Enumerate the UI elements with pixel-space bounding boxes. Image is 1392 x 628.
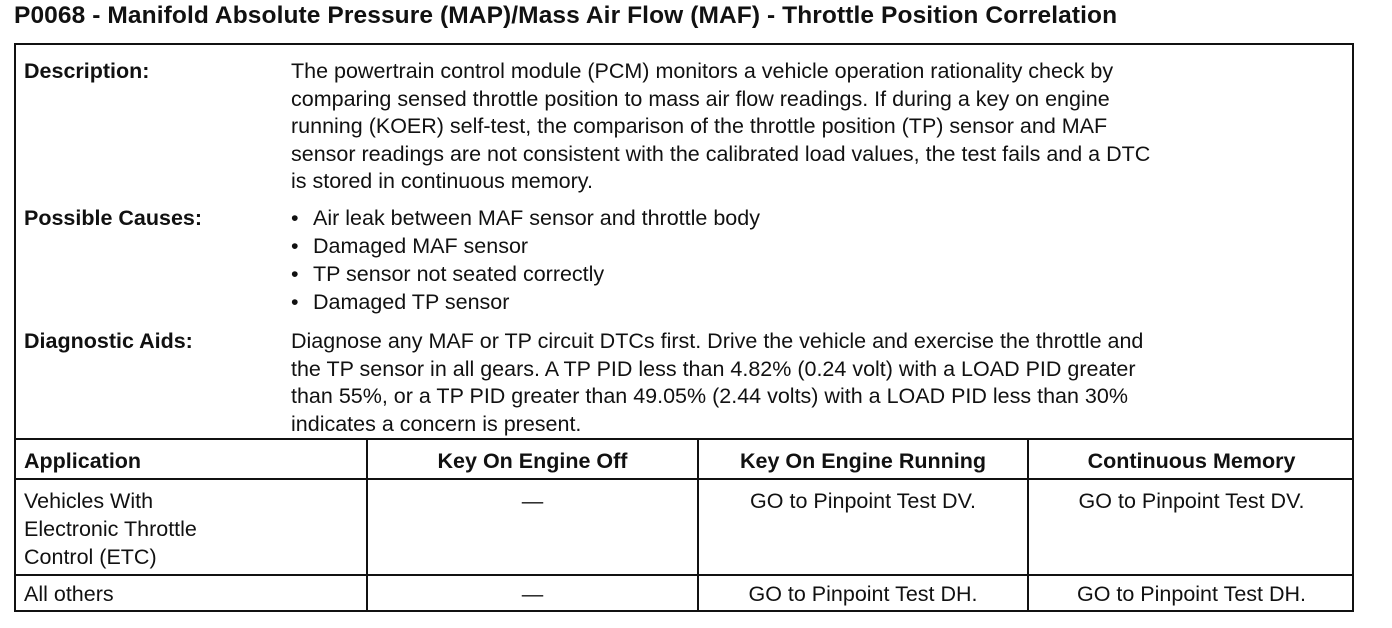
description-line: The powertrain control module (PCM) monitors a vehicle operation rationality check by [291, 59, 1114, 83]
bullet-icon: • [291, 234, 299, 258]
description-line: is stored in continuous memory. [291, 169, 593, 193]
table-row [24, 580, 114, 608]
list-item: • Damaged MAF sensor [291, 234, 529, 258]
continuous-memory-cell: GO to Pinpoint Test DH. [1076, 582, 1307, 606]
continuous-memory-cell: GO to Pinpoint Test DV. [1078, 489, 1305, 513]
table-header-continuous-memory: Continuous Memory [1087, 449, 1296, 473]
bullet-icon: • [291, 262, 299, 286]
diagnostic-line: than 55%, or a TP PID greater than 49.05% (2.44 volts) with a LOAD PID less than 30% [291, 384, 1128, 408]
dtc-info-box [14, 43, 1354, 612]
page-title: P0068 - Manifold Absolute Pressure (MAP)/Mass Air Flow (MAF) - Throttle Position Correlation [14, 2, 1118, 29]
description-line: running (KOER) self-test, the comparison of the throttle position (TP) sensor and MAF [291, 114, 1108, 138]
application-cell-line: Vehicles With [24, 489, 154, 513]
diagnostic-aids-label: Diagnostic Aids: [24, 329, 193, 353]
possible-causes-label: Possible Causes: [24, 206, 203, 230]
koer-cell: GO to Pinpoint Test DV. [750, 489, 976, 513]
diagnostic-line: Diagnose any MAF or TP circuit DTCs first. Drive the vehicle and exercise the throttle and [291, 329, 1144, 353]
table-header-koeo: Key On Engine Off [437, 449, 628, 473]
application-cell-line: Control (ETC) [24, 545, 157, 569]
list-item: • TP sensor not seated correctly [291, 262, 605, 286]
description-line: sensor readings are not consistent with the calibrated load values, the test fails and a DTC [291, 141, 1151, 166]
application-cell-line: Electronic Throttle [24, 517, 197, 541]
koer-cell: GO to Pinpoint Test DH. [748, 582, 978, 606]
list-item: • Air leak between MAF sensor and throttle body [291, 206, 760, 230]
list-item: • Damaged TP sensor [291, 290, 510, 314]
table-top-rule [16, 438, 1352, 440]
possible-causes-list [291, 204, 760, 316]
description-line: comparing sensed throttle position to mass air flow readings. If during a key on engine [291, 86, 1110, 111]
diagnostic-line: the TP sensor in all gears. A TP PID less than 4.82% (0.24 volt) with a LOAD PID greater [291, 356, 1136, 381]
bullet-icon: • [291, 206, 299, 230]
description-label: Description: [24, 59, 150, 83]
bullet-icon: • [291, 290, 299, 314]
application-cell-line: All others [24, 582, 114, 606]
description-text [291, 58, 1341, 196]
koeo-cell: — [521, 489, 544, 513]
table-header-rule [16, 478, 1352, 480]
diagnostic-line: indicates a concern is present. [291, 411, 582, 436]
table-header-koer: Key On Engine Running [739, 449, 987, 473]
table-header-application: Application [24, 449, 142, 473]
diagnostic-aids-text [291, 328, 1341, 438]
koeo-cell: — [521, 582, 544, 606]
table-row [24, 487, 197, 571]
table-row-rule [16, 574, 1352, 576]
